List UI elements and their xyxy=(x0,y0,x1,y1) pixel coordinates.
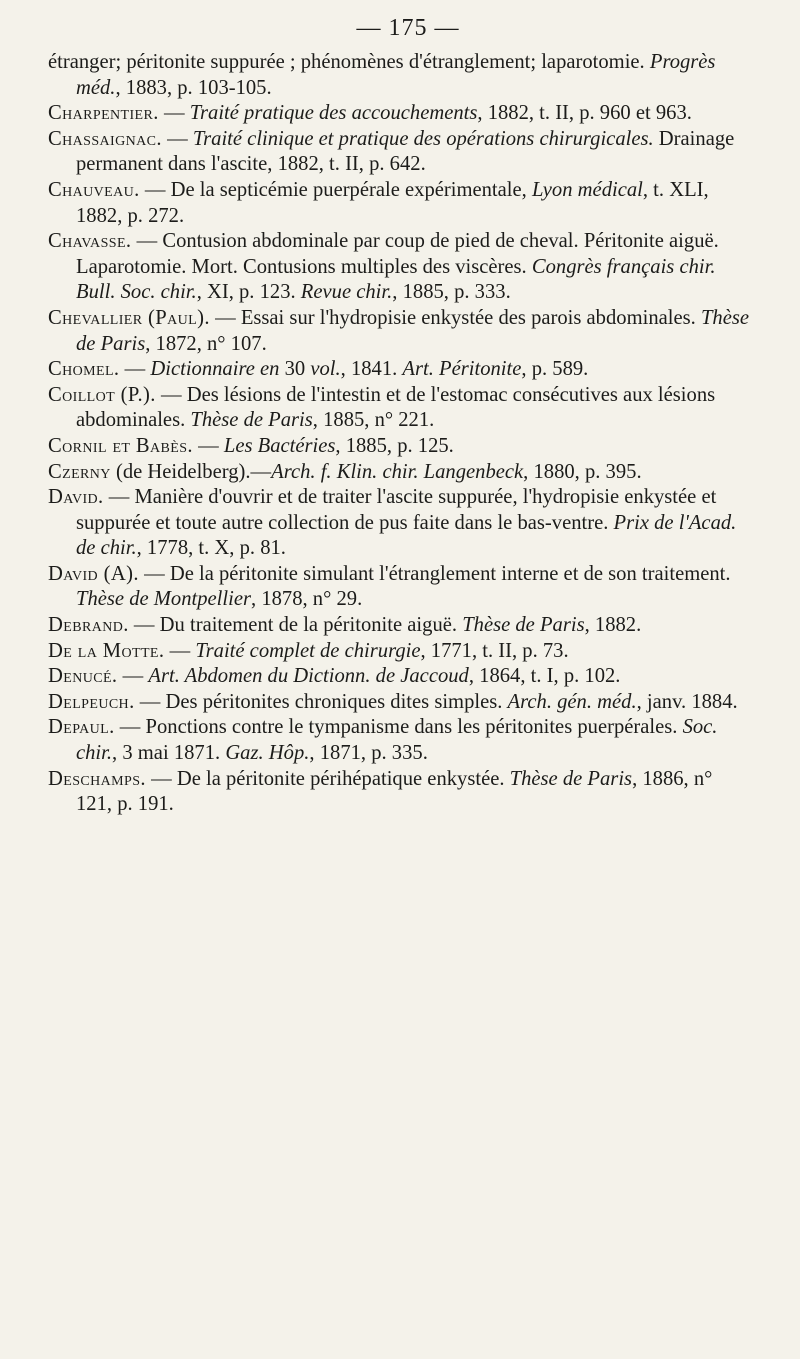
entry-text: — Ponctions contre le tympanisme dans les péritonites puerpérales. xyxy=(114,716,683,739)
entry-author: Chevallier (Paul). xyxy=(48,306,210,329)
entry-title: Arch. f. Klin. chir. Langenbeck xyxy=(271,460,524,483)
entry-author: David. xyxy=(48,486,104,509)
entry-text: , 1864, t. I, p. 102. xyxy=(468,665,621,688)
bibliography-entry xyxy=(48,101,750,127)
entry-title: Art. Abdomen du Dictionn. de Jaccoud xyxy=(148,665,469,688)
entry-text: , 1883, p. 103-105. xyxy=(115,76,272,99)
bibliography-entry xyxy=(48,485,750,562)
entry-title: Thèse de Paris xyxy=(509,767,633,790)
entry-author: David (A). xyxy=(48,562,139,585)
entry-title: Art. Péritonite xyxy=(402,358,522,381)
entry-text: , 1885, p. 333. xyxy=(392,281,511,304)
entry-title: Lyon médical xyxy=(531,178,643,201)
entry-author: Czerny xyxy=(48,460,111,483)
entry-text: , 3 mai 1871. xyxy=(112,742,226,765)
entry-text: , 1885, n° 221. xyxy=(312,409,435,432)
entry-author: Cornil et Babès. xyxy=(48,434,193,457)
entry-text: , 1771, t. II, p. 73. xyxy=(420,639,569,662)
entry-text: — xyxy=(192,434,224,457)
bibliography-entry xyxy=(48,178,750,229)
entry-author: Charpentier. xyxy=(48,102,159,125)
entry-author: De la Motte. xyxy=(48,639,165,662)
bibliography-entry xyxy=(48,664,750,690)
entry-title: Gaz. Hôp. xyxy=(225,742,310,765)
entry-text: (de Heidelberg).— xyxy=(110,460,272,483)
entry-text: Drainage permanent dans l'ascite, 1882, t. II, p. 642. xyxy=(76,127,735,176)
entry-text: , janv. 1884. xyxy=(636,690,738,713)
entry-title: Dictionnaire en xyxy=(150,358,280,381)
entry-author: Delpeuch. xyxy=(48,690,135,713)
bibliography-entry xyxy=(48,767,750,818)
entry-text: — xyxy=(158,102,190,125)
entry-author: Chavasse. xyxy=(48,230,132,253)
bibliography-entry xyxy=(48,357,750,383)
entry-author: Denucé. xyxy=(48,665,118,688)
bibliography-entry xyxy=(48,50,750,101)
page-number: — 175 — xyxy=(356,15,460,41)
bibliography-entry xyxy=(48,715,750,766)
bibliography-entry xyxy=(48,383,750,434)
entry-text: — xyxy=(164,639,196,662)
entry-text: , 1878, n° 29. xyxy=(251,588,363,611)
entry-text: , 1882. xyxy=(584,614,642,637)
bibliography-list xyxy=(48,50,750,818)
entry-title: Revue chir. xyxy=(300,281,393,304)
entry-text: — xyxy=(119,358,151,381)
entry-author: Deschamps. xyxy=(48,767,146,790)
entry-title: Soc. chir. xyxy=(76,716,718,765)
entry-text: , 1841. xyxy=(340,358,403,381)
bibliography-entry xyxy=(48,434,750,460)
entry-title: Thèse de Montpellier xyxy=(76,588,252,611)
bibliography-entry xyxy=(48,690,750,716)
entry-text: — xyxy=(161,127,193,150)
entry-text: , 1885, p. 125. xyxy=(335,434,454,457)
entry-author: Debrand. xyxy=(48,614,129,637)
entry-text: — Du traitement de la péritonite aiguë. xyxy=(128,614,463,637)
bibliography-entry xyxy=(48,639,750,665)
entry-text: — De la péritonite simulant l'étranglement interne et de son traitement. xyxy=(138,562,731,585)
entry-author: Chomel. xyxy=(48,358,120,381)
entry-text: , 1871, p. 335. xyxy=(309,742,428,765)
entry-author: Coillot (P.). xyxy=(48,383,156,406)
entry-text: 30 xyxy=(279,358,311,381)
bibliography-entry xyxy=(48,460,750,486)
entry-title: Traité complet de chirurgie xyxy=(195,639,421,662)
bibliography-entry xyxy=(48,229,750,306)
entry-text: — Essai sur l'hydropisie enkystée des parois abdominales. xyxy=(209,306,701,329)
entry-text: , 1872, n° 107. xyxy=(145,332,267,355)
bibliography-entry xyxy=(48,306,750,357)
entry-text: — Des lésions de l'intestin et de l'estomac consécutives aux lésions abdominales. xyxy=(76,383,716,432)
entry-title: Thèse de Paris xyxy=(462,614,585,637)
entry-title: Progrès méd. xyxy=(76,51,716,99)
entry-author: Depaul. xyxy=(48,716,115,739)
entry-text: — Manière d'ouvrir et de traiter l'ascite suppurée, l'hydropisie enkystée et suppurée et toute autre collection de pus faite dans le bas-ventre. xyxy=(76,486,717,534)
entry-text: — De la septicémie puerpérale expérimentale, xyxy=(139,178,532,201)
entry-text: — Des péritonites chroniques dites simples. xyxy=(134,690,508,713)
entry-text: — De la péritonite périhépatique enkystée. xyxy=(145,767,510,790)
entry-text: , p. 589. xyxy=(521,358,589,381)
entry-text: , 1880, p. 395. xyxy=(523,460,642,483)
entry-title: Arch. gén. méd. xyxy=(507,690,637,713)
entry-text: étranger; péritonite suppurée ; phénomènes d'étranglement; laparotomie. xyxy=(48,51,650,73)
entry-title: Thèse de Paris xyxy=(76,306,749,355)
entry-title: Les Bactéries xyxy=(223,434,336,457)
entry-author: Chassaignac. xyxy=(48,127,162,150)
entry-title: Prix de l'Acad. de chir. xyxy=(76,511,737,560)
entry-author: Chauveau. xyxy=(48,178,140,201)
entry-text: , t. XLI, 1882, p. 272. xyxy=(76,178,709,227)
entry-text: , 1882, t. II, p. 960 et 963. xyxy=(477,102,692,125)
entry-title: Traité pratique des accouchements xyxy=(189,102,478,125)
entry-text: , 1778, t. X, p. 81. xyxy=(136,537,286,560)
entry-title: Traité clinique et pratique des opérations chirurgicales. xyxy=(192,127,654,150)
entry-text: , XI, p. 123. xyxy=(196,281,301,304)
entry-title: Thèse de Paris xyxy=(190,409,313,432)
bibliography-entry xyxy=(48,613,750,639)
entry-title: Congrès français chir. Bull. Soc. chir. xyxy=(76,255,716,304)
bibliography-entry xyxy=(48,562,750,613)
entry-text: , 1886, n° 121, p. 191. xyxy=(76,767,713,816)
bibliography-entry xyxy=(48,127,750,178)
entry-text: — xyxy=(117,665,149,688)
entry-title: vol. xyxy=(310,358,341,381)
entry-text: — Contusion abdominale par coup de pied de cheval. Péritonite aiguë. Laparotomie. Mort. Contusions multiples des viscères. xyxy=(76,230,719,278)
